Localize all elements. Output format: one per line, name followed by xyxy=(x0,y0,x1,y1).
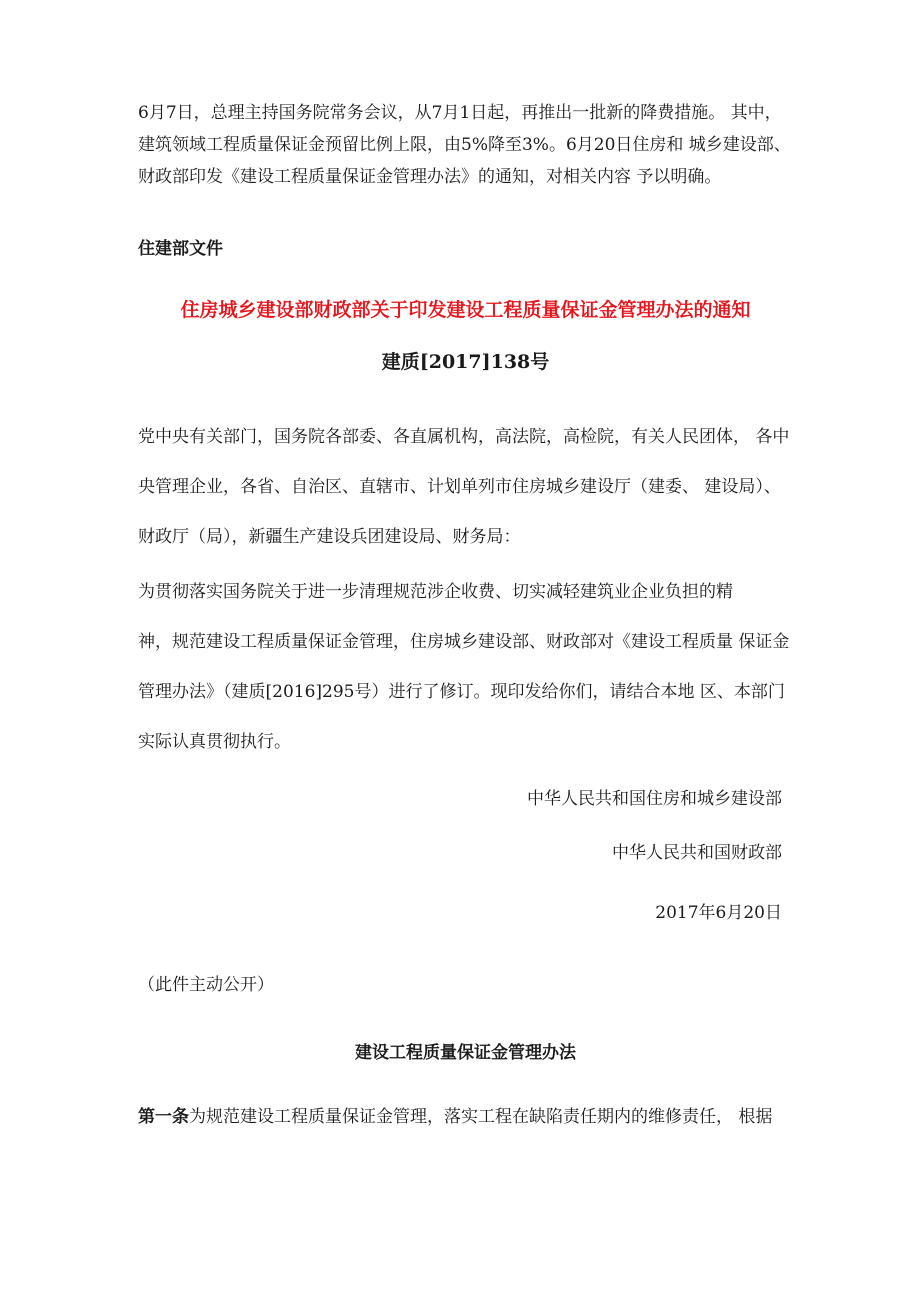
issue-date: 2017年6月20日 xyxy=(655,903,782,923)
intro-text: 6月7日，总理主持国务院常务会议，从7月1日起，再推出一批新的降费措施。 其中，建筑领域工程质量保证金预留比例上限，由5%降至3%。6月20日住房和 城乡建设部、财政部印发《建设工程质量保证金管理办法》的通知，对相关内容 予以明确。 xyxy=(138,103,791,187)
signatory-ministry-finance: 中华人民共和国财政部 xyxy=(612,843,782,863)
intro-paragraph xyxy=(138,97,793,193)
regulation-title: 建设工程质量保证金管理办法 xyxy=(355,1043,576,1063)
article-1-label: 第一条 xyxy=(138,1107,189,1127)
signatory-ministry-housing: 中华人民共和国住房和城乡建设部 xyxy=(527,789,782,809)
notice-body-rest: 神，规范建设工程质量保证金管理，住房城乡建设部、财政部对《建设工程质量 保证金管理办法》（建质[2016]295号）进行了修订。现印发给你们，请结合本地 区、本部门实际认真贯彻执行。 xyxy=(138,632,790,752)
notice-title: 住房城乡建设部财政部关于印发建设工程质量保证金管理办法的通知 xyxy=(180,299,751,321)
public-disclosure-note: （此件主动公开） xyxy=(138,975,274,995)
recipients-paragraph: 党中央有关部门，国务院各部委、各直属机构，高法院，高检院，有关人民团体， 各中央管理企业，各省、自治区、直辖市、计划单列市住房城乡建设厅（建委、 建设局）、财政厅（局），新疆生产建设兵团建设局、财务局： xyxy=(138,427,790,547)
notice-body-line-1: 为贯彻落实国务院关于进一步清理规范涉企收费、切实减轻建筑业企业负担的精 xyxy=(138,582,733,602)
notice-body-paragraph xyxy=(138,567,793,767)
document-number: 建质[2017]138号 xyxy=(381,351,550,373)
article-1-text: 为规范建设工程质量保证金管理，落实工程在缺陷责任期内的维修责任， 根据 xyxy=(189,1107,773,1127)
article-1 xyxy=(138,1102,793,1132)
section-label: 住建部文件 xyxy=(138,239,223,259)
